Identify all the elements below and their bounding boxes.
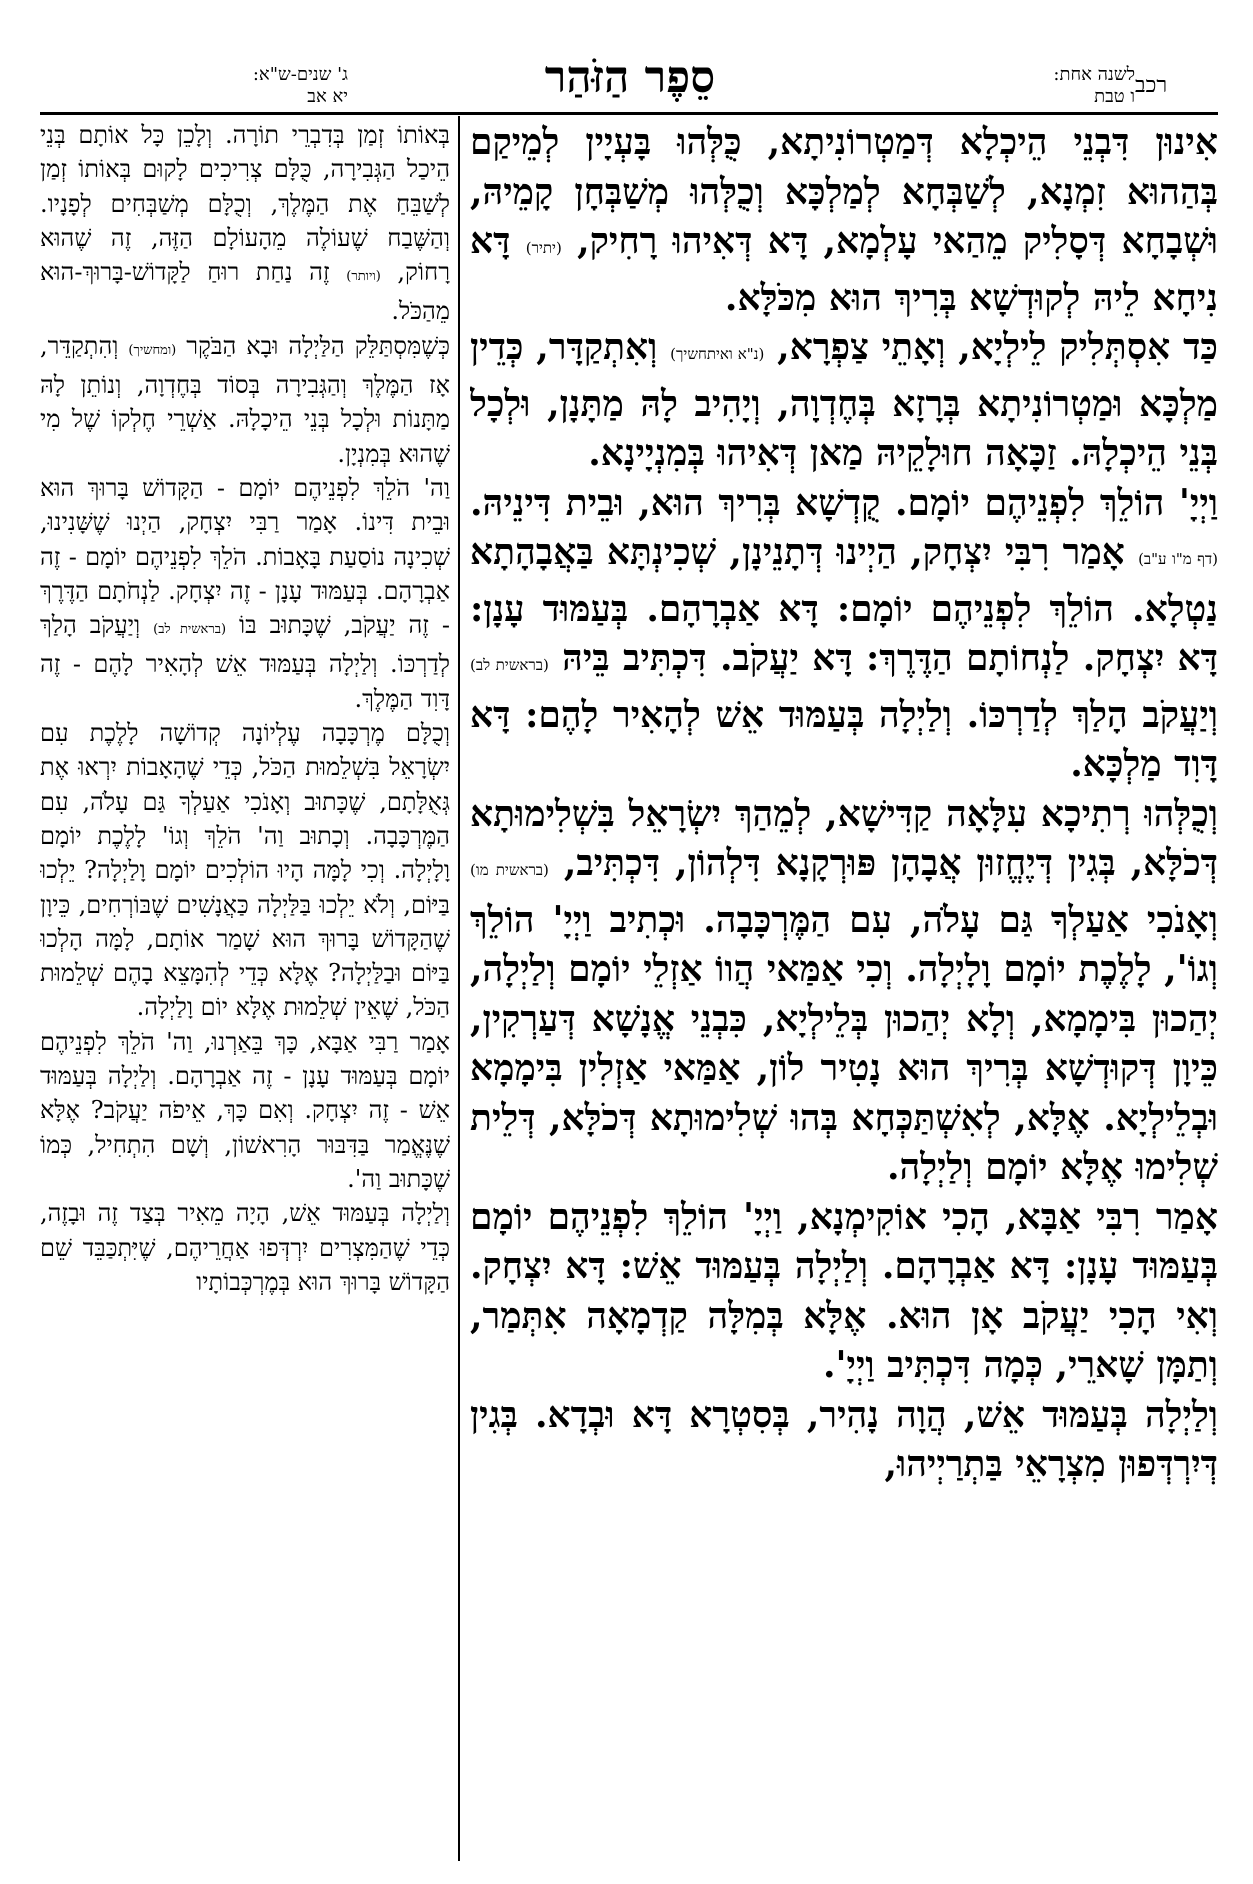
- text-paragraph: בְּאוֹתוֹ זְמַן בְּדִבְרֵי תוֹרָה. וְלָכֵן כָּל אוֹתָם בְּנֵי הֵיכַל הַגְּבִירָה, כֻּלָּם צְרִיכִים לָקוּם בְּאוֹתוֹ זְמַן לְשַׁבֵּחַ אֶת הַמֶּלֶךְ, וְכֻלָּם מְשַׁבְּחִים לְפָנָיו. וְהַשֶּׁבַח שֶׁעוֹלֶה מֵהָעוֹלָם הַזֶּה, זֶה שֶׁהוּא רָחוֹק, (ויותר) זֶה נַחַת רוּחַ לַקָּדוֹשׁ-בָּרוּךְ-הוּא מֵהַכֹּל.: [40, 121, 450, 326]
- page-number: רכב: [1135, 73, 1168, 98]
- text-paragraph: וַה' הֹלֵךְ לִפְנֵיהֶם יוֹמָם - הַקָּדוֹשׁ בָּרוּךְ הוּא וּבֵית דִּינוֹ. אָמַר רַבִּי יִצְחָק, הַיְנוּ שֶׁשָּׁנִינוּ, שְׁכִינָה נוֹסַעַת בָּאָבוֹת. הֹלֵךְ לִפְנֵיהֶם יוֹמָם - זֶה אַבְרָהָם. בְּעַמּוּד עָנָן - זֶה יִצְחָק. לַנְחֹתָם הַדֶּרֶךְ - זֶה יַעֲקֹב, שֶׁכָּתוּב בּוֹ (בראשית לב) וְיַעֲקֹב הָלַךְ לְדַרְכּוֹ. וְלַיְלָה בְּעַמּוּד אֵשׁ לְהָאִיר לָהֶם - זֶה דָּוִד הַמֶּלֶךְ.: [40, 473, 450, 713]
- marginal-note: (ומחשיך): [128, 342, 177, 358]
- schedule-date: ו טבת: [1094, 86, 1135, 107]
- reading-schedule-three-year: [128, 64, 348, 108]
- verse-reference: (בראשית לב): [153, 622, 227, 638]
- marginal-note: (ויותר): [346, 269, 381, 285]
- hebrew-translation-column: [40, 118, 450, 1868]
- verse-reference: (בראשית מו): [470, 861, 549, 879]
- reading-schedule-one-year: [925, 64, 1135, 108]
- text-paragraph: אָמַר רִבִּי אַבָּא, הָכִי אוֹקִימְנָא, וַיְיָ' הוֹלֵךְ לִפְנֵיהֶם יוֹמָם בְּעַמּוּד עָנָן: דָּא אַבְרָהָם. וְלַיְלָה בְּעַמּוּד אֵשׁ: דָּא יִצְחָק. וְאִי הָכִי יַעֲקֹב אָן הוּא. אֶלָּא בְּמִלָּה קַדְמָאָה אִתְּמַר, וְתַמָּן שָׁארֵי, כְּמָה דִּכְתִּיב וַיְיָ'.: [470, 1195, 1218, 1386]
- text-paragraph: וְכֻלְּהוּ רְתִיכָא עִלָּאָה קַדִּישָׁא, לְמֵהַךְ יִשְׂרָאֵל בִּשְׁלִימוּתָא דְּכֹלָּא, בְּגִין דְּיֶחֱזוּן אֲבָהָן פּוּרְקָנָא דִּלְהוֹן, דִּכְתִּיב, (בראשית מו) וְאָנֹכִי אַעַלְךָ גַּם עָלֹה, עִם הַמֶּרְכָּבָה. וּכְתִיב וַיְיָ' הוֹלֵךְ וְגוֹ', לָלֶכֶת יוֹמָם וָלָיְלָה. וְכִי אַמַּאי הֲווֹ אַזְלֵי יוֹמָם וְלַיְלָה, יְהַכוּן בִּימָמָא, וְלָא יְהַכוּן בְּלֵילְיָא, כִּבְנֵי אֱנָשָׁא דְּעַרְקִין, כֵּיוָן דְּקוּדְשָׁא בְּרִיךְ הוּא נָטִיר לוֹן, אַמַּאי אַזְלִין בִּימָמָא וּבְלֵילְיָא. אֶלָּא, לְאִשְׁתַּכְּחָא בְּהוּ שְׁלִימוּתָא דְּכֹלָּא, דְּלֵית שְׁלִימוּ אֶלָּא יוֹמָם וְלַיְלָה.: [470, 792, 1218, 1188]
- text-paragraph: וְכֻלָּם מֶרְכָּבָה עֶלְיוֹנָה קְדוֹשָׁה לָלֶכֶת עִם יִשְׂרָאֵל בִּשְׁלֵמוּת הַכֹּל, כְּדֵי שֶׁהָאָבוֹת יִרְאוּ אֶת גְּאֻלָּתָם, שֶׁכָּתוּב וְאָנֹכִי אַעַלְךָ גַּם עָלֹה, עִם הַמֶּרְכָּבָה. וְכָתוּב וַה' הֹלֵךְ וְגוֹ' לָלֶכֶת יוֹמָם וָלָיְלָה. וְכִי לָמָּה הָיוּ הוֹלְכִים יוֹמָם וָלַיְלָה? יֵלְכוּ בַּיּוֹם, וְלֹא יֵלְכוּ בַּלַּיְלָה כַּאֲנָשִׁים שֶׁבּוֹרְחִים, כֵּיוָן שֶׁהַקָּדוֹשׁ בָּרוּךְ הוּא שָׁמַר אוֹתָם, לָמָּה הָלְכוּ בַּיּוֹם וּבַלַּיְלָה? אֶלָּא כְּדֵי לְהִמָּצֵא בָהֶם שְׁלֵמוּת הַכֹּל, שֶׁאֵין שְׁלֵמוּת אֶלָּא יוֹם וָלַיְלָה.: [40, 719, 450, 1022]
- text-paragraph: אָמַר רַבִּי אַבָּא, כָּךְ בֵּאַרְנוּ, וַה' הֹלֵךְ לִפְנֵיהֶם יוֹמָם בְּעַמּוּד עָנָן - זֶה אַבְרָהָם. וְלַיְלָה בְּעַמּוּד אֵשׁ - זֶה יִצְחָק. וְאִם כָּךְ, אֵיפֹה יַעֲקֹב? אֶלָּא שֶׁנֶּאֱמַר בַּדִּבּוּר הָרִאשׁוֹן, וְשָׁם הִתְחִיל, כְּמוֹ שֶׁכָּתוּב וַה'.: [40, 1027, 450, 1193]
- verse-reference: (בראשית לב): [470, 656, 549, 674]
- marginal-note: (נ"א ואיתחשיך): [670, 345, 765, 363]
- text-paragraph: אִינוּן דִּבְנֵי הֵיכְלָא דְּמַטְרוֹנִיתָא, כֻּלְּהוּ בָּעְיָין לְמֵיקַם בְּהַהוּא זִמְנָא, לְשַׁבְּחָא לְמַלְכָּא וְכֻלְּהוּ מְשַׁבְּחָן קָמֵיהּ, וּשְׁבָחָא דְּסָלִיק מֵהַאי עָלְמָא, דָּא דְּאִיהוּ רָחִיק, (יתיר) דָּא נִיחָא לֵיהּ לְקוּדְשָׁא בְּרִיךְ הוּא מִכֹּלָּא.: [470, 121, 1218, 319]
- text-paragraph: וַיְיָ' הוֹלֵךְ לִפְנֵיהֶם יוֹמָם. קֻדְשָׁא בְּרִיךְ הוּא, וּבֵית דִּינֵיהּ. (דף מ"ו ע"ב) אָמַר רִבִּי יִצְחָק, הַיְינוּ דְּתָנֵינָן, שְׁכִינְתָּא בַּאֲבָהָתָא נַטְלָא. הוֹלֵךְ לִפְנֵיהֶם יוֹמָם: דָּא אַבְרָהָם. בְּעַמּוּד עָנָן: דָּא יִצְחָק. לַנְחוֹתָם הַדֶּרֶךְ: דָּא יַעֲקֹב. דִּכְתִּיב בֵּיהּ (בראשית לב) וְיַעֲקֹב הָלַךְ לְדַרְכּוֹ. וְלַיְלָה בְּעַמּוּד אֵשׁ לְהָאִיר לָהֶם: דָּא דָּוִד מַלְכָּא.: [470, 481, 1218, 785]
- verse-reference: (דף מ"ו ע"ב): [1138, 550, 1218, 568]
- marginal-note: (יתיר): [525, 239, 562, 257]
- text-paragraph: וְלַיְלָה בְּעַמּוּד אֵשׁ, הָיָה מֵאִיר בְּצַד זֶה וּבָזֶה, כְּדֵי שֶׁהַמִּצְרִים יִרְדְּפוּ אַחֲרֵיהֶם, שֶׁיִּתְכַּבֵּד שֵׁם הַקָּדוֹשׁ בָּרוּךְ הוּא בְּמֶרְכְּבוֹתָיו: [40, 1199, 450, 1296]
- schedule-date: יא אב: [307, 86, 348, 107]
- book-title: סֵפֶר הַזֹּהַר: [544, 52, 716, 103]
- column-divider: [458, 116, 460, 1861]
- text-paragraph: וְלַיְלָה בְּעַמּוּד אֵשׁ, הֲוָה נָהִיר, בְּסִטְרָא דָּא וּבְדָא. בְּגִין דְּיִרְדְּפוּן מִצְרָאֵי בַּתְרַיְיהוּ,: [470, 1393, 1218, 1485]
- schedule-label: לשנה אחת:: [1053, 64, 1135, 85]
- header-rule: [40, 112, 1218, 115]
- aramaic-text-column: [470, 118, 1218, 1868]
- text-paragraph: כְּשֶׁמִּסְתַּלֵּק הַלַּיְלָה וּבָא הַבֹּקֶר (ומחשיך) וְהִתְקַדֵּר, אָז הַמֶּלֶךְ וְהַגְּבִירָה בְּסוֹד בְּחֶדְוָה, וְנוֹתֵן לָהּ מַתָּנוֹת וּלְכָל בְּנֵי הֵיכָלָהּ. אַשְׁרֵי חֶלְקוֹ שֶׁל מִי שֶׁהוּא בְּמִנְיָן.: [40, 331, 450, 468]
- text-paragraph: כַּד אִסְתְּלִיק לֵילְיָא, וְאָתֵי צַפְרָא, (נ"א ואיתחשיך) וְאִתְקַדָּר, כְּדֵין מַלְכָּא וּמַטְרוֹנִיתָא בְּרָזָא בְּחֶדְוָה, וְיָהִיב לָהּ מַתָּנָן, וּלְכָל בְּנֵי הֵיכְלָהּ. זַכָּאָה חוּלָקֵיהּ מַאן דְּאִיהוּ בְּמִנְיָינָא.: [470, 326, 1218, 474]
- schedule-label: ג' שנים-ש"א:: [252, 64, 348, 85]
